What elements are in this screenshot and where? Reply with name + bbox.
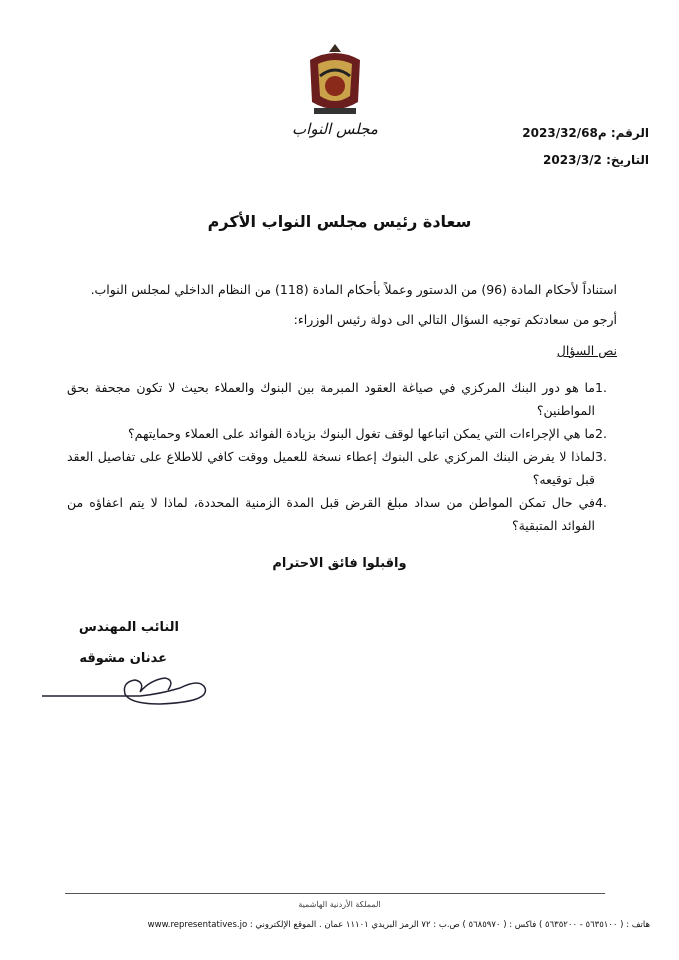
salutation-title: سعادة رئيس مجلس النواب الأكرم bbox=[207, 212, 472, 231]
intro-paragraph: استناداً لأحكام المادة (96) من الدستور وعملاً بأحكام المادة (118) من النظام الداخلي لمجلس النواب. bbox=[90, 282, 617, 297]
question-text: ما هي الإجراءات التي يمكن اتباعها لوقف تغول البنوك بزيادة الفوائد على العملاء وحمايتهم؟ bbox=[128, 426, 595, 441]
institution-calligraphy: مجلس النواب bbox=[292, 120, 378, 138]
signer-name: عدنان مشوقه bbox=[79, 651, 167, 666]
question-item bbox=[67, 491, 617, 537]
question-text: لماذا لا يفرض البنك المركزي على البنوك إعطاء نسخة للعميل ووقت كافي للاطلاع على تفاصيل العقد قبل توقيعه؟ bbox=[67, 449, 595, 487]
question-item bbox=[67, 376, 617, 422]
question-number: 4. bbox=[595, 495, 607, 510]
question-text: ما هو دور البنك المركزي في صياغة العقود المبرمة بين البنوك والعملاء بحيث لا تكون مجحفة بحق المواطنين؟ bbox=[67, 380, 595, 418]
document-date bbox=[543, 153, 649, 167]
footer-contact: هاتف : ( ٥٦٣٥١٠٠ - ٥٦٣٥٢٠٠ ) فاكس : ( ٥٦٨٥٩٧٠ ) ص.ب : ٧٢ الرمز البريدي ١١١٠١ عمان . الموقع الإلكتروني : www.representatives.jo bbox=[147, 920, 650, 930]
question-number: 3. bbox=[595, 449, 607, 464]
question-list bbox=[67, 376, 617, 537]
question-number: 1. bbox=[595, 380, 607, 395]
ref-value: م2023/32/68 bbox=[522, 126, 607, 140]
date-label: التاريخ: bbox=[606, 153, 649, 167]
footer-kingdom-logo: المملكة الأردنية الهاشمية bbox=[298, 900, 381, 909]
question-item bbox=[67, 422, 617, 445]
coat-of-arms-emblem bbox=[300, 42, 370, 120]
reference-number bbox=[522, 126, 649, 140]
closing-line: واقبلوا فائق الاحترام bbox=[272, 556, 407, 571]
question-heading: نص السؤال bbox=[556, 343, 617, 358]
question-number: 2. bbox=[595, 426, 607, 441]
footer-divider bbox=[65, 893, 605, 894]
date-value: 2023/3/2 bbox=[543, 153, 602, 167]
question-item bbox=[67, 445, 617, 491]
ref-label: الرقم: bbox=[610, 126, 649, 140]
signer-title: النائب المهندس bbox=[78, 620, 179, 635]
request-paragraph: أرجو من سعادتكم توجيه السؤال التالي الى دولة رئيس الوزراء: bbox=[293, 312, 617, 327]
question-text: في حال تمكن المواطن من سداد مبلغ القرض قبل المدة الزمنية المحددة، لماذا لا يتم اعفاؤه من الفوائد المتبقية؟ bbox=[67, 495, 595, 533]
handwritten-signature bbox=[40, 668, 215, 708]
